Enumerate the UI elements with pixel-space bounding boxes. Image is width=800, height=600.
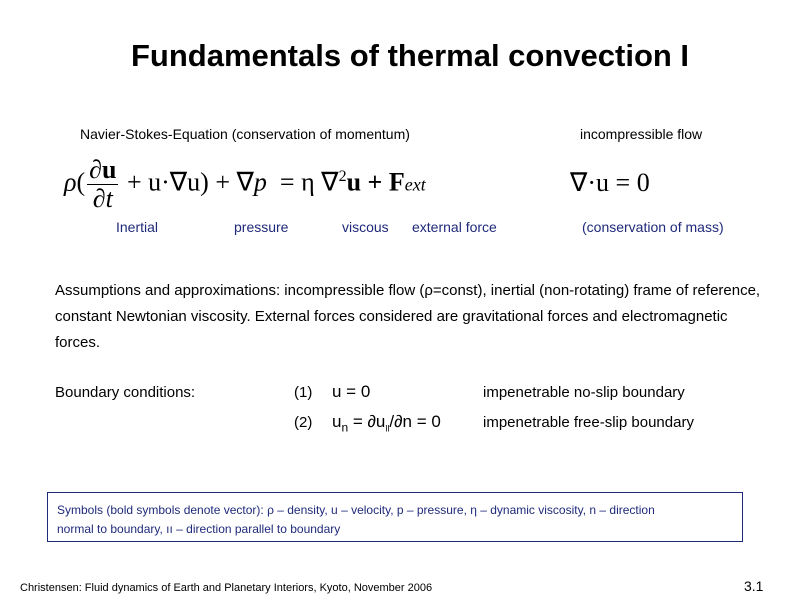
- symbols-box: [47, 492, 743, 542]
- eq-laplacian-sq: 2: [338, 167, 347, 185]
- boundary-heading: Boundary conditions:: [55, 384, 196, 401]
- navier-stokes-heading: Navier-Stokes-Equation (conservation of momentum): [80, 126, 410, 142]
- eq-partial-t: ∂t: [92, 184, 113, 213]
- eq-partial-u: ∂u: [89, 155, 117, 184]
- eq-pressure-p: p: [253, 167, 267, 197]
- symbols-line-1: Symbols (bold symbols denote vector): ρ – density, u – velocity, p – pressure, η – dynamic viscosity, n – direction: [57, 503, 655, 517]
- label-inertial: Inertial: [116, 219, 159, 235]
- symbols-text: [57, 501, 655, 539]
- eq-advective-term: + u·∇u) + ∇: [126, 167, 254, 197]
- c2-n-subscript: n: [341, 420, 349, 435]
- eq-u-plus: u +: [346, 167, 389, 197]
- label-external-force: external force: [412, 219, 497, 235]
- eq-open-paren: (: [76, 167, 86, 197]
- c2-parallel-subscript: ll: [385, 423, 390, 434]
- condition-2-number: (2): [294, 414, 313, 431]
- label-pressure: pressure: [234, 219, 289, 235]
- condition-2-equation: [332, 412, 441, 434]
- eq-force-F: F: [388, 167, 405, 197]
- assumptions-paragraph: Assumptions and approximations: incompressible flow (ρ=const), inertial (non-rotating) frame of reference, constant Newtonian viscosity. External forces considered are gravitational forces and electromagnetic forces.: [55, 282, 761, 351]
- c2-mid: = ∂u: [348, 412, 386, 431]
- eq-rho: ρ: [64, 167, 77, 197]
- navier-stokes-equation: [64, 156, 426, 213]
- page-number: 3.1: [744, 578, 764, 594]
- condition-2-description: impenetrable free-slip boundary: [483, 414, 694, 431]
- eq-equals-eta: = η ∇: [279, 167, 339, 197]
- label-viscous: viscous: [342, 219, 389, 235]
- incompressible-heading: incompressible flow: [580, 126, 703, 142]
- c2-u: u: [332, 412, 342, 431]
- eq-time-derivative: [87, 156, 118, 213]
- label-conservation-of-mass: (conservation of mass): [582, 219, 724, 235]
- eq-force-ext: ext: [404, 174, 426, 195]
- condition-1-equation: u = 0: [332, 382, 371, 401]
- footer-citation: Christensen: Fluid dynamics of Earth and Planetary Interiors, Kyoto, November 2006: [20, 582, 433, 594]
- condition-1-number: (1): [294, 384, 313, 401]
- symbols-line-2: normal to boundary, ıı – direction parallel to boundary: [57, 522, 341, 536]
- condition-1-description: impenetrable no-slip boundary: [483, 384, 685, 401]
- continuity-equation: ∇·u = 0: [570, 168, 650, 197]
- c2-end: /∂n = 0: [389, 412, 441, 431]
- page-title: Fundamentals of thermal convection I: [130, 38, 690, 73]
